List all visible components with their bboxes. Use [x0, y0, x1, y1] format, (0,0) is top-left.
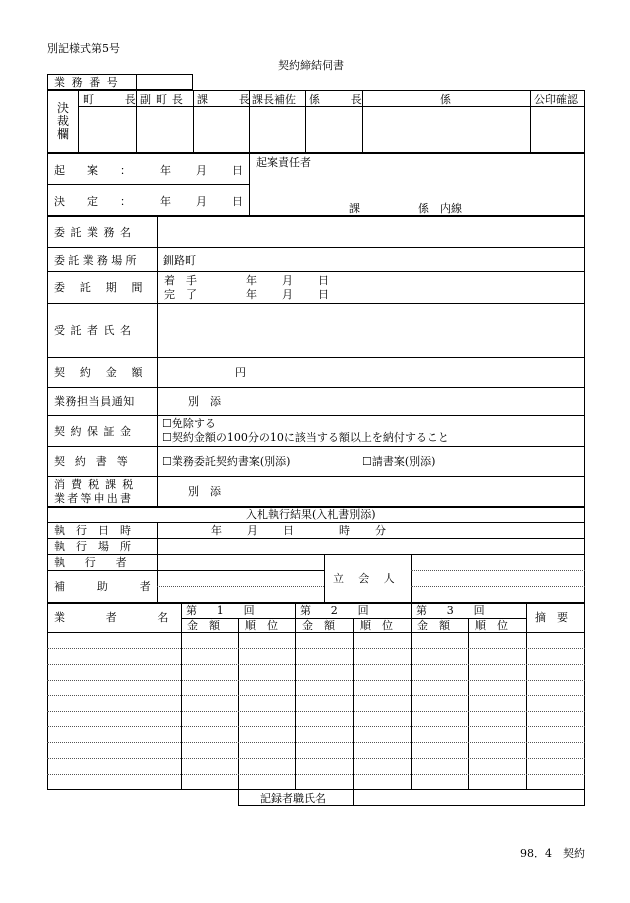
nichiji-day: 日	[283, 524, 294, 537]
round-1-kingaku: 金額	[187, 619, 231, 632]
hosho-opt-menjo[interactable]: ☐免除する	[162, 417, 216, 430]
nichiji-hour: 時	[339, 524, 350, 537]
kanryo-label: 完 了	[164, 288, 197, 301]
kian-label: 起 案 ：	[54, 164, 137, 177]
bidder-row	[47, 758, 585, 759]
keiyakusho-opt-ukesho[interactable]: ☐請書案(別添)	[362, 455, 436, 468]
kettei-year: 年	[160, 195, 171, 208]
kettei-month: 月	[196, 195, 207, 208]
itaku-kikan-label: 委託期間	[54, 281, 158, 294]
bidder-row	[47, 711, 585, 712]
gyomu-bango-label: 業務番号	[54, 76, 125, 89]
kian-day: 日	[232, 164, 243, 177]
chakushu-label: 着 手	[164, 274, 197, 287]
round-2-label: 第 2 回	[300, 604, 373, 617]
round-1-jun-i: 順位	[245, 619, 289, 632]
kian-year: 年	[160, 164, 171, 177]
kessai-col-kachohosa: 課長補佐	[252, 93, 296, 106]
footer-code: 98．4 契約	[520, 847, 585, 860]
bidder-row	[47, 742, 585, 743]
nyusatsu-title: 入札執行結果(入札書別添)	[246, 508, 376, 521]
gyomu-bango-input[interactable]	[137, 75, 192, 89]
shikkosha-label: 執行者	[54, 556, 147, 569]
kessai-col-kakaricho: 係 長	[309, 93, 372, 106]
keiyakusho-opt-keiyakushoan[interactable]: ☐業務委託契約書案(別添)	[162, 455, 291, 468]
kian-sekininsha-label: 起案責任者	[256, 156, 311, 169]
hosho-opt-nofu[interactable]: ☐契約金額の100分の10に該当する額以上を納付すること	[162, 431, 449, 444]
kian-month: 月	[196, 164, 207, 177]
kettei-day: 日	[232, 195, 243, 208]
round-2-jun-i: 順位	[360, 619, 404, 632]
kessai-label: 決裁欄	[57, 101, 70, 141]
kessai-col-kacho: 課 長	[197, 93, 260, 106]
bidder-row	[47, 726, 585, 727]
shikko-nichiji-label: 執行日時	[54, 524, 142, 537]
itaku-basho-value[interactable]: 釧路町	[163, 254, 196, 267]
bidder-row	[47, 664, 585, 665]
nichiji-year: 年	[211, 524, 222, 537]
kessai-col-kakari: 係	[440, 93, 451, 106]
itaku-basho-label: 委託業務場所	[54, 254, 140, 267]
bidder-row	[47, 648, 585, 649]
chakushu-year: 年	[246, 274, 257, 287]
itaku-gyomu-label: 委託業務名	[54, 226, 137, 239]
jutakusha-field[interactable]	[158, 304, 584, 356]
jutakusha-label: 受託者氏名	[54, 324, 137, 337]
bidder-row	[47, 680, 585, 681]
shikko-basho-label: 執行場所	[54, 540, 142, 553]
round-3-kingaku: 金額	[417, 619, 461, 632]
ka-label: 課	[349, 202, 360, 215]
tanto-tsuchi-value: 別 添	[188, 395, 221, 408]
shohizei-value: 別 添	[188, 485, 221, 498]
round-1-label: 第 1 回	[186, 604, 259, 617]
kirokusha-field[interactable]	[354, 790, 584, 805]
shohizei-label-2: 業者等申出書	[54, 492, 134, 505]
round-3-label: 第 3 回	[416, 604, 489, 617]
form-title: 契約締結伺書	[278, 59, 344, 72]
kettei-label: 決 定 ：	[54, 195, 137, 208]
hojosha-label: 補助者	[54, 580, 183, 593]
form-number: 別記様式第5号	[47, 42, 120, 55]
kanryo-day: 日	[318, 288, 329, 301]
kessai-col-fukuchocho: 副町長	[140, 93, 188, 106]
en-label: 円	[235, 366, 246, 379]
shohizei-label-1: 消費税課税	[54, 478, 140, 491]
kirokusha-label: 記録者職氏名	[260, 792, 326, 805]
keiyakusho-label: 契約書等	[54, 455, 138, 468]
nichiji-month: 月	[247, 524, 258, 537]
tekiyo-label: 摘要	[535, 611, 579, 624]
keiyaku-kingaku-label: 契約金額	[54, 366, 158, 379]
nichiji-minute: 分	[375, 524, 386, 537]
kanryo-month: 月	[282, 288, 293, 301]
kanryo-year: 年	[246, 288, 257, 301]
round-2-kingaku: 金額	[302, 619, 346, 632]
gyosha-mei-label: 業者名	[54, 611, 210, 624]
bidder-row	[47, 774, 585, 775]
kakari-naisen-label: 係 内線	[418, 202, 462, 215]
tanto-tsuchi-label: 業務担当員通知	[54, 395, 135, 408]
chakushu-month: 月	[282, 274, 293, 287]
kessai-col-koin: 公印確認	[534, 93, 578, 106]
hosho-kin-label: 契約保証金	[54, 425, 137, 438]
itaku-gyomu-field[interactable]	[158, 217, 584, 246]
kessai-col-chocho: 町 長	[83, 93, 146, 106]
chakushu-day: 日	[318, 274, 329, 287]
round-3-jun-i: 順位	[475, 619, 519, 632]
bidder-row	[47, 695, 585, 696]
tachiainin-label: 立会人	[333, 572, 409, 585]
